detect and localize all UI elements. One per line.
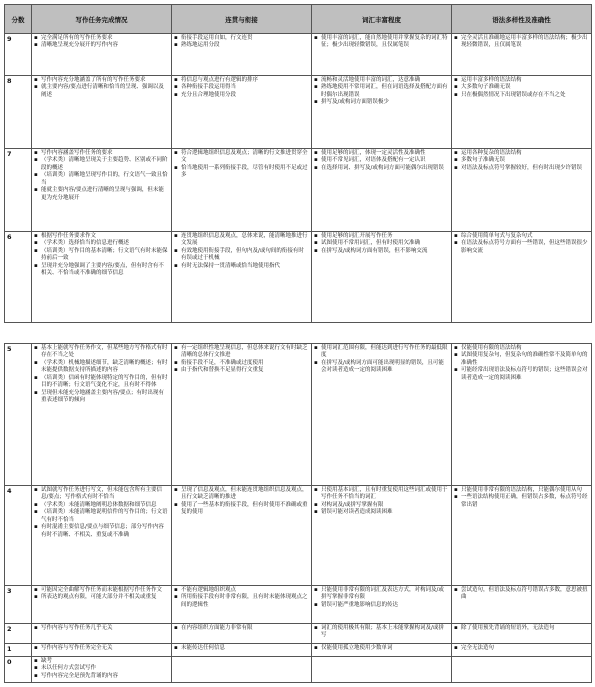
criteria-item: ▪ （学术类）未能清晰地阐明总体数据和细节信息 (34, 502, 169, 509)
criteria-list (454, 625, 589, 632)
header-score: 分数 (5, 5, 32, 34)
criteria-item: ▪ 使用词汇范围有限，但能达到进行写作任务的最低限度 (314, 345, 449, 360)
criteria-item: ▪ 大多数句子准确无误 (454, 84, 589, 91)
criteria-cell-lexical (312, 657, 452, 683)
criteria-list (314, 345, 449, 375)
criteria-list (174, 35, 309, 50)
criteria-list (314, 233, 449, 255)
criteria-item: ▪ （培训类）清晰地呈现写作目的，行文语气一致且恰当 (34, 172, 169, 187)
band-row (5, 149, 592, 232)
band-score: 5 (5, 344, 32, 486)
criteria-item: ▪ 可能因完全曲解写作任务而未能根据写作任务作文 (34, 587, 169, 594)
criteria-item: ▪ 只能使用非常有限的语法结构，只能偶尔使用从句 (454, 487, 589, 494)
criteria-item: ▪ 使用足够的词汇开展写作任务 (314, 233, 449, 240)
criteria-item: ▪ 对语法及标点符号掌握较好，但有时出现少许错误 (454, 165, 589, 172)
band-row (5, 624, 592, 644)
criteria-item: ▪ 清晰地呈现充分展开的写作内容 (34, 42, 169, 49)
criteria-list (34, 645, 169, 652)
criteria-item: ▪ 试图使用不常用词汇，但有时使用欠准确 (314, 240, 449, 247)
criteria-item: ▪ 将信息与观点进行有逻辑的排序 (174, 77, 309, 84)
criteria-item: ▪ 呈现了信息及观点，但未能连贯地组织信息及观点，且行文缺乏清晰的推进 (174, 487, 309, 502)
criteria-cell-coherence (172, 76, 312, 149)
criteria-item: ▪ 在语法及标点符号方面有一些错误，但这些错误很少影响交流 (454, 240, 589, 255)
header-lexical: 词汇丰富程度 (312, 5, 452, 34)
criteria-cell-coherence (172, 657, 312, 683)
band-score: 2 (5, 624, 32, 644)
band-row (5, 486, 592, 586)
criteria-item: ▪ 错误可能对读者造成阅读困难 (314, 509, 449, 516)
criteria-item: ▪ 充分且合理地使用分段 (174, 92, 309, 99)
band-score: 4 (5, 486, 32, 586)
criteria-list (454, 35, 589, 50)
criteria-item: ▪ （培训类）写作目的基本清晰；行文语气有时未能保持前后一致 (34, 248, 169, 263)
criteria-item: ▪ 在拼写及/或构词方面可能出现明显的错误，且可能会对读者造成一定的阅读困难 (314, 360, 449, 375)
criteria-item: ▪ 各种衔接手段运用得当 (174, 84, 309, 91)
criteria-cell-grammar (452, 586, 592, 624)
criteria-item: ▪ 所表达的观点有限，可能大部分并不相关或重复 (34, 594, 169, 601)
criteria-item: ▪ 呈现但未能充分地涵盖主要内容/要点；有时出现有重表述细节的倾向 (34, 390, 169, 405)
criteria-item: ▪ 使用了一些基本的衔接手段，但有时使用不准确或重复的使用 (174, 502, 309, 517)
criteria-list (454, 77, 589, 99)
criteria-list (174, 625, 309, 632)
criteria-item: ▪ 写作内容充分地涵盖了所有的写作任务要求 (34, 77, 169, 84)
criteria-item: ▪ 能就主要内容/要点进行清晰的呈现与强调，但未能更为充分地展开 (34, 187, 169, 202)
criteria-list (174, 345, 309, 375)
criteria-item: ▪ 运用各种复杂的语法结构 (454, 150, 589, 157)
criteria-item: ▪ 综合使用简单句式与复杂句式 (454, 233, 589, 240)
criteria-cell-lexical (312, 149, 452, 232)
criteria-item: ▪ 连贯地组织信息及观点，总体来说，能清晰地推进行文发展 (174, 233, 309, 248)
criteria-cell-task (32, 34, 172, 76)
criteria-list (454, 150, 589, 172)
criteria-cell-coherence (172, 344, 312, 486)
criteria-list (454, 487, 589, 509)
criteria-item: ▪ 在内容组织方面能力非常有限 (174, 625, 309, 632)
criteria-item: ▪ 在拼写及/或构词方面有错误，但不影响交流 (314, 248, 449, 255)
criteria-cell-grammar (452, 34, 592, 76)
band-score: 6 (5, 232, 32, 323)
criteria-cell-grammar (452, 644, 592, 657)
criteria-list (314, 487, 449, 517)
criteria-item: ▪ 写作内容与写作任务完全无关 (34, 645, 169, 652)
criteria-list (314, 35, 449, 50)
criteria-list (34, 487, 169, 539)
criteria-item: ▪ 缺考 (34, 658, 169, 665)
criteria-list (174, 77, 309, 99)
header-row (5, 5, 592, 34)
criteria-item: ▪ 恰当地使用一系列衔接手段，尽管有时使用不足或过多 (174, 165, 309, 180)
criteria-item: ▪ 完全灵活且准确地运用丰富多样的语法结构；极少出现轻微错误，且仅属笔误 (454, 35, 589, 50)
header-task: 写作任务完成情况 (32, 5, 172, 34)
criteria-cell-lexical (312, 624, 452, 644)
criteria-list (454, 645, 589, 652)
criteria-list (174, 645, 309, 652)
criteria-item: ▪ 就主要内容/要点进行清晰和恰当的呈现、强调以及阐述 (34, 84, 169, 99)
criteria-item: ▪ 在选择用词、拼写及/或构词方面可能偶尔出现错误 (314, 165, 449, 172)
criteria-cell-task (32, 657, 172, 683)
criteria-cell-lexical (312, 586, 452, 624)
criteria-cell-grammar (452, 344, 592, 486)
band-row (5, 344, 592, 486)
criteria-item: ▪ 衔接手段运用自如，行文连贯 (174, 35, 309, 42)
criteria-item: ▪ 对构词及/或拼写掌握有限 (314, 502, 449, 509)
header-coherence: 连贯与衔接 (172, 5, 312, 34)
criteria-cell-task (32, 624, 172, 644)
criteria-item: ▪ 多数句子准确无误 (454, 157, 589, 164)
criteria-item: ▪ 可能经常出现语法及标点符号的错误；这些错误会对读者造成一定的阅读困难 (454, 367, 589, 382)
criteria-item: ▪ 使用不常见词汇，对语体及搭配有一定认识 (314, 157, 449, 164)
criteria-list (314, 77, 449, 107)
criteria-cell-grammar (452, 149, 592, 232)
criteria-cell-grammar (452, 232, 592, 323)
criteria-cell-task (32, 644, 172, 657)
criteria-list (174, 487, 309, 517)
criteria-item: ▪ 使用丰富的词汇，能自然地使用并掌握复杂的词汇特征；极少出现轻微错误，且仅属笔误 (314, 35, 449, 50)
criteria-item: ▪ 完全满足所有的写作任务要求 (34, 35, 169, 42)
scoring-table-top (4, 4, 592, 323)
criteria-item: ▪ 仅能使用孤立地使用少数单词 (314, 645, 449, 652)
criteria-item: ▪ 错误可能严重地影响信息的传达 (314, 602, 449, 609)
criteria-item: ▪ 写作内容完全是预先背诵的内容 (34, 673, 169, 680)
criteria-cell-task (32, 149, 172, 232)
criteria-cell-task (32, 344, 172, 486)
criteria-list (34, 150, 169, 202)
criteria-cell-task (32, 486, 172, 586)
criteria-item: ▪ 尝试造句，但语法及标点符号错误占多数，意思被扭曲 (454, 587, 589, 602)
criteria-item: ▪ 呈现并充分地强调了主要内容/要点，但有时含有不相关、不恰当或不准确的细节信息 (34, 263, 169, 278)
criteria-item: ▪ 流畅和灵活地使用丰富的词汇，达意准确 (314, 77, 449, 84)
criteria-list (34, 587, 169, 602)
criteria-item: ▪ （学术类）清晰地呈现关于主要趋势、区别或不同阶段的概述 (34, 157, 169, 172)
band-score: 8 (5, 76, 32, 149)
band-score: 1 (5, 644, 32, 657)
criteria-cell-lexical (312, 76, 452, 149)
criteria-item: ▪ 只使用基本词汇，且有时重复使用这些词汇或使用于写作任务不恰当的词汇 (314, 487, 449, 502)
criteria-item: ▪ 符合逻辑地组织信息及观点；清晰的行文推进贯穿全文 (174, 150, 309, 165)
criteria-item: ▪ 熟练地运用分段 (174, 42, 309, 49)
criteria-item: ▪ 有一定组织性地呈现信息，但总体来说行文有时缺乏清晰的总体行文推进 (174, 345, 309, 360)
criteria-list (34, 77, 169, 99)
criteria-item: ▪ 基本上能就写作任务作文，但某些地方写作格式有时存在不当之处 (34, 345, 169, 360)
criteria-cell-task (32, 232, 172, 323)
criteria-cell-lexical (312, 644, 452, 657)
criteria-item: ▪ 写作内容涵盖写作任务的要求 (34, 150, 169, 157)
criteria-cell-coherence (172, 149, 312, 232)
criteria-item: ▪ （培训类）信函有时能体现特定的写作目的，但有时目的不清晰；行文语气变化不定，且有时不得体 (34, 375, 169, 390)
criteria-list (34, 233, 169, 278)
criteria-item: ▪ （学术类）选择恰当的信息进行概述 (34, 240, 169, 247)
criteria-item: ▪ 写作内容与写作任务几乎无关 (34, 625, 169, 632)
criteria-list (34, 625, 169, 632)
criteria-cell-coherence (172, 34, 312, 76)
criteria-item: ▪ 词汇的使用极其有限；基本上未能掌握构词及/或拼写 (314, 625, 449, 640)
criteria-item: ▪ 试图使用复杂句，但复杂句的准确性常不及简单句的准确性 (454, 352, 589, 367)
criteria-item: ▪ 试图就写作任务进行写文，但未能包含所有主要信息/要点；写作格式有时不恰当 (34, 487, 169, 502)
criteria-item: ▪ 除了使用预先背诵的短语外，无法造句 (454, 625, 589, 632)
criteria-cell-lexical (312, 344, 452, 486)
band-score: 7 (5, 149, 32, 232)
criteria-item: ▪ 有效地使用衔接手段，但句内及/或句间的衔接有时有误或过于机械 (174, 248, 309, 263)
criteria-list (34, 345, 169, 404)
band-score: 0 (5, 657, 32, 683)
criteria-item: ▪ 熟练地使用不常用词汇，但在词语选择及搭配方面有时偶尔出现错误 (314, 84, 449, 99)
criteria-item: ▪ （培训类）未能清晰地说明信件的写作目的；行文语气有时不恰当 (34, 509, 169, 524)
criteria-list (34, 658, 169, 680)
criteria-cell-coherence (172, 644, 312, 657)
criteria-item: ▪ 有时混淆主要信息/要点与细节信息；部分写作内容有时不清晰、不相关、重复或不准确 (34, 524, 169, 539)
criteria-cell-task (32, 586, 172, 624)
criteria-list (174, 150, 309, 180)
criteria-item: ▪ 一些语法结构使用正确，但错误占多数，标点符号经常出错 (454, 494, 589, 509)
criteria-item: ▪ 未能传达任何信息 (174, 645, 309, 652)
criteria-cell-coherence (172, 486, 312, 586)
criteria-item: ▪ 未以任何方式尝试写作 (34, 665, 169, 672)
criteria-cell-lexical (312, 486, 452, 586)
criteria-item: ▪ （学术类）机械地描述细节，缺乏清晰的概述；有时未能提供数据支持所描述的内容 (34, 360, 169, 375)
criteria-list (454, 587, 589, 602)
criteria-cell-grammar (452, 76, 592, 149)
criteria-cell-lexical (312, 34, 452, 76)
band-row (5, 657, 592, 683)
criteria-item: ▪ 只在极偶然情况下出现错误或存在不当之处 (454, 92, 589, 99)
band-score: 9 (5, 34, 32, 76)
criteria-list (454, 345, 589, 382)
criteria-cell-task (32, 76, 172, 149)
criteria-item: ▪ 拼写及/或构词方面错误极少 (314, 99, 449, 106)
criteria-cell-coherence (172, 586, 312, 624)
criteria-cell-grammar (452, 624, 592, 644)
criteria-item: ▪ 仅能使用有限的语法结构 (454, 345, 589, 352)
criteria-item: ▪ 衔接手段不足，不准确或过度使用 (174, 360, 309, 367)
scoring-table-bottom (4, 343, 592, 683)
band-row (5, 34, 592, 76)
criteria-cell-coherence (172, 232, 312, 323)
criteria-item: ▪ 根据写作任务要求作文 (34, 233, 169, 240)
criteria-list (174, 587, 309, 609)
criteria-item: ▪ 使用足够的词汇，体现一定灵活性及准确性 (314, 150, 449, 157)
criteria-cell-grammar (452, 486, 592, 586)
criteria-list (174, 233, 309, 270)
criteria-item: ▪ 有时无法保持一贯清晰或恰当地使用指代 (174, 263, 309, 270)
criteria-list (34, 35, 169, 50)
header-grammar: 语法多样性及准确性 (452, 5, 592, 34)
band-row (5, 586, 592, 624)
criteria-list (454, 233, 589, 255)
criteria-list (314, 645, 449, 652)
criteria-list (314, 150, 449, 172)
criteria-cell-coherence (172, 624, 312, 644)
criteria-item: ▪ 所用衔接手段有时非常有限，且有时未能体现观点之间的逻辑性 (174, 594, 309, 609)
criteria-list (314, 587, 449, 609)
criteria-cell-grammar (452, 657, 592, 683)
criteria-item: ▪ 完全无法造句 (454, 645, 589, 652)
criteria-list (314, 625, 449, 640)
criteria-item: ▪ 只能使用非常有限的词汇及表达方式，对构词及/或拼写掌握非常有限 (314, 587, 449, 602)
criteria-item: ▪ 由于指代和替换不足显得行文重复 (174, 367, 309, 374)
criteria-cell-lexical (312, 232, 452, 323)
band-row (5, 76, 592, 149)
band-score: 3 (5, 586, 32, 624)
criteria-item: ▪ 不能有逻辑地组织观点 (174, 587, 309, 594)
band-row (5, 644, 592, 657)
band-row (5, 232, 592, 323)
criteria-item: ▪ 运用丰富多样的语法结构 (454, 77, 589, 84)
